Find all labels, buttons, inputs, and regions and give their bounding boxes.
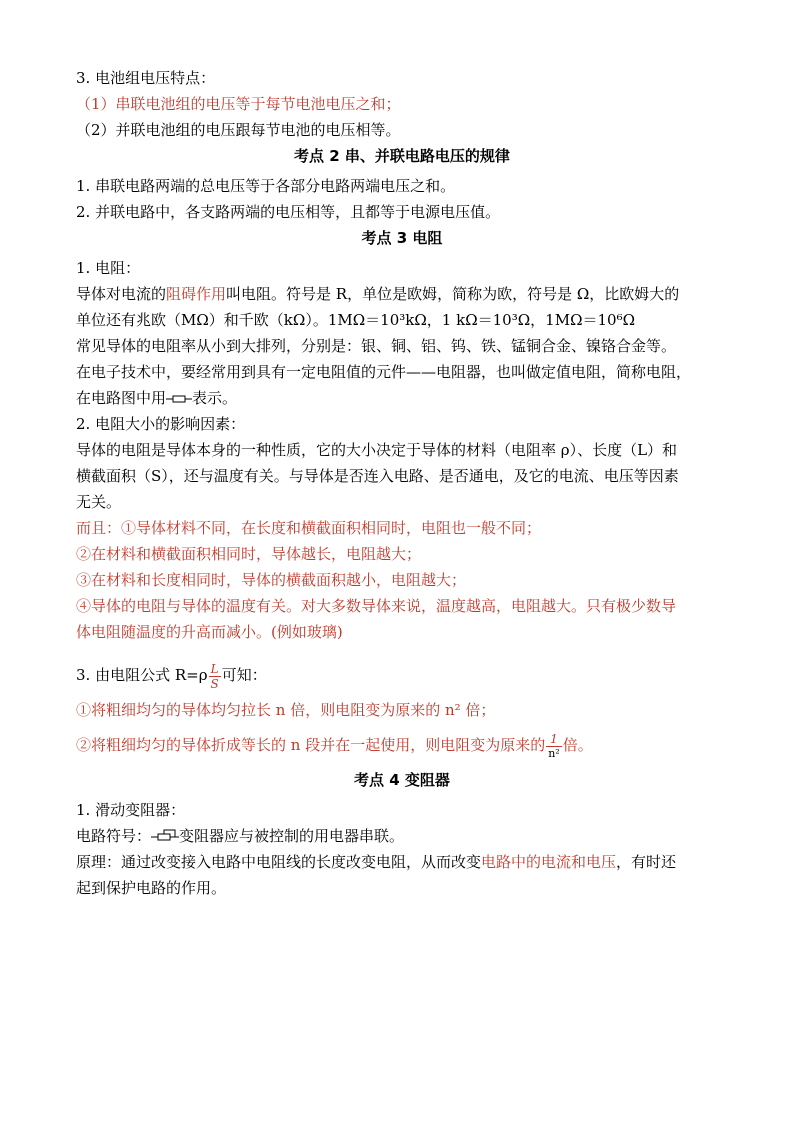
section-heading-2: 考点 2 串、并联电路电压的规律 xyxy=(294,147,510,165)
resistivity-order: 常见导体的电阻率从小到大排列，分别是：银、铜、铝、钨、铁、锰铜合金、镍铬合金等。 xyxy=(76,337,677,355)
text-span: 叫电阻。符号是 R，单位是欧姆，简称为欧，符号是 Ω，比欧姆大的 xyxy=(226,285,680,303)
rule-1: 而且：①导体材料不同，在长度和横截面积相同时，电阻也一般不同； xyxy=(76,519,542,537)
section-heading-4: 考点 4 变阻器 xyxy=(354,771,450,789)
factors-title: 2. 电阻大小的影响因素： xyxy=(76,415,246,433)
rule-2: ②在材料和横截面积相同时，导体越长，电阻越大； xyxy=(76,545,422,563)
resistance-title: 1. 电阻： xyxy=(76,259,141,277)
formula-fraction xyxy=(209,662,221,691)
factors-p1: 导体的电阻是导体本身的一种性质，它的大小决定于导体的材料（电阻率 ρ）、长度（L）和 xyxy=(76,441,678,459)
text-span: 可知： xyxy=(221,666,267,684)
text-span: 3. 由电阻公式 R=ρ xyxy=(76,666,208,684)
text-span: ②将粗细均匀的导体折成等长的 n 段并在一起使用，则电阻变为原来的 xyxy=(76,736,546,754)
fraction-numerator: L xyxy=(209,662,221,677)
highlight-current-voltage: 电路中的电流和电压 xyxy=(481,853,617,871)
text-span: 变阻器应与被控制的用电器串联。 xyxy=(179,827,405,845)
rheostat-symbol-icon xyxy=(151,825,179,849)
resistance-units: 单位还有兆欧（MΩ）和千欧（kΩ）。1MΩ＝10³kΩ，1 kΩ＝10³Ω，1MΩ＝10⁶Ω xyxy=(76,311,636,329)
text-span: ，有时还 xyxy=(616,853,677,871)
text-span: 原理：通过改变接入电路中电阻线的长度改变电阻，从而改变 xyxy=(76,853,482,871)
text-span: 在电路图中用 xyxy=(76,389,167,407)
text-span: 倍。 xyxy=(562,736,593,754)
rheostat-principle-cont: 起到保护电路的作用。 xyxy=(76,879,227,897)
fraction-denominator: S xyxy=(210,676,219,691)
resistor-description: 在电子技术中，要经常用到具有一定电阻值的元件——电阻器，也叫做定值电阻，简称电阻， xyxy=(76,363,692,381)
factors-p3: 无关。 xyxy=(76,493,122,511)
fold-fraction xyxy=(546,732,562,761)
rheostat-title: 1. 滑动变阻器： xyxy=(76,801,186,819)
fold-rule xyxy=(76,728,728,762)
rule-4-cont: 体电阻随温度的升高而减小。(例如玻璃) xyxy=(76,623,343,641)
document-content xyxy=(76,66,728,902)
text-span: 电路符号： xyxy=(76,827,152,845)
text-span: 导体对电流的 xyxy=(76,285,167,303)
series-voltage-rule: 1. 串联电路两端的总电压等于各部分电路两端电压之和。 xyxy=(76,177,456,195)
series-battery-item: （1）串联电池组的电压等于每节电池电压之和； xyxy=(76,95,401,113)
rule-3: ③在材料和长度相同时，导体的横截面积越小，电阻越大； xyxy=(76,571,467,589)
resistor-symbol-line xyxy=(76,386,728,410)
parallel-battery-item: （2）并联电池组的电压跟每节电池的电压相等。 xyxy=(76,121,401,139)
rule-4: ④导体的电阻与导体的温度有关。对大多数导体来说，温度越高，电阻越大。只有极少数导 xyxy=(76,597,677,615)
formula-line xyxy=(76,658,728,692)
fraction-denominator: n² xyxy=(548,746,560,760)
parallel-voltage-rule: 2. 并联电路中，各支路两端的电压相等，且都等于电源电压值。 xyxy=(76,203,501,221)
rheostat-principle xyxy=(76,850,728,874)
section-heading-3: 考点 3 电阻 xyxy=(361,229,443,247)
stretch-rule: ①将粗细均匀的导体均匀拉长 n 倍，则电阻变为原来的 n² 倍； xyxy=(76,701,496,719)
highlight-hindrance: 阻碍作用 xyxy=(166,285,227,303)
fraction-numerator: 1 xyxy=(546,732,562,747)
resistance-definition xyxy=(76,282,728,306)
factors-p2: 横截面积（S），还与温度有关。与导体是否连入电路、是否通电，及它的电流、电压等因素 xyxy=(76,467,679,485)
resistor-symbol-icon xyxy=(166,387,192,411)
rheostat-symbol-line xyxy=(76,824,728,848)
battery-voltage-title: 3. 电池组电压特点： xyxy=(76,69,216,87)
text-span: 表示。 xyxy=(192,389,238,407)
